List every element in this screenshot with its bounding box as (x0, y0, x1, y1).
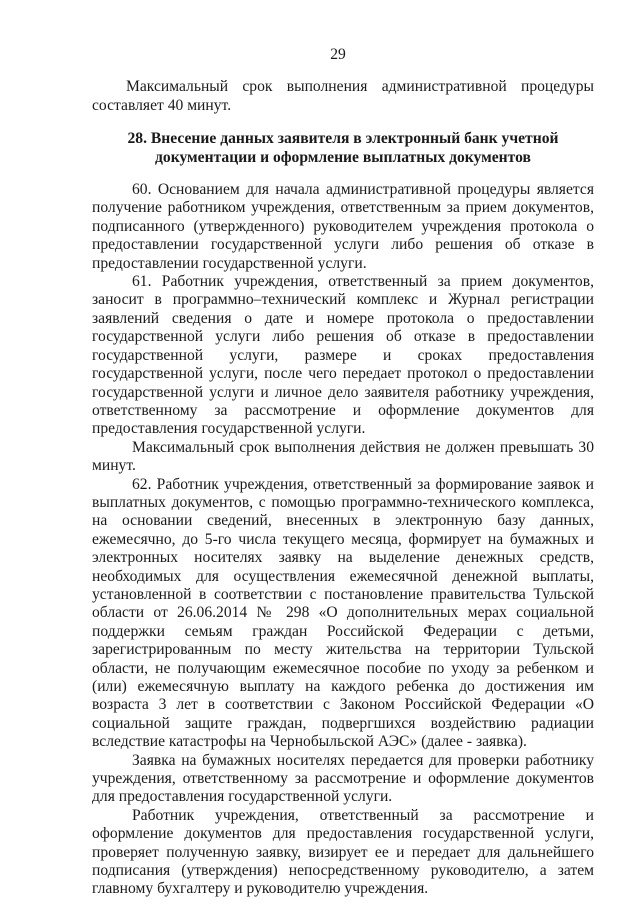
intro-paragraph: Максимальный срок выполнения административной процедуры составляет 40 минут. (92, 78, 594, 114)
page-number: 29 (330, 46, 346, 63)
paragraph-62: 62. Работник учреждения, ответственный за формирование заявок и выплатных документов, с помощью программно-технического комплекса, на основании сведений, внесенных в электронную базу данных, ежемесячно, до 5-го числа текущего месяца, формирует на бумажных и электронных носителях заявку на выделение денежных средств, необходимых для осуществления ежемесячной денежной выплаты, установленной в соответствии с постановление правительства Тульской области от 26.06.2014 № 298 «О дополнительных мерах социальной поддержки семьям граждан Российской Федерации с детьми, зарегистрированным по месту жительства на территории Тульской области, не получающим ежемесячное пособие по уходу за ребенком и (или) ежемесячную выплату на каждого ребенка до достижения им возраста 3 лет в соответствии с Законом Российской Федерации «О социальной защите граждан, подвергшихся воздействию радиации вследствие катастрофы на Чернобыльской АЭС» (далее - заявка). (92, 475, 594, 751)
paragraph-application-transfer: Заявка на бумажных носителях передается для проверки работнику учреждения, ответственному за рассмотрение и оформление документов для предоставления государственной услуги. (92, 751, 594, 806)
paragraph-max-time: Максимальный срок выполнения действия не должен превышать 30 минут. (92, 438, 594, 475)
section-title-line-1: 28. Внесение данных заявителя в электронный банк учетной (127, 130, 559, 148)
section-title-line-2: документации и оформление выплатных документов (155, 148, 531, 166)
section-title (92, 130, 594, 167)
paragraph-61: 61. Работник учреждения, ответственный за прием документов, заносит в программно–технический комплекс и Журнал регистрации заявлений сведения о дате и номере протокола о предоставлении государственной услуги либо решения об отказе в предоставлении государственной услуги, размере и сроках предоставления государственной услуги, после чего передает протокол о предоставлении государственной услуги и личное дело заявителя работнику учреждения, ответственному за рассмотрение и оформление документов для предоставления государственной услуги. (92, 273, 594, 438)
paragraph-application-check: Работник учреждения, ответственный за рассмотрение и оформление документов для предоставления государственной услуги, проверяет полученную заявку, визирует ее и передает для дальнейшего подписания (утверждения) непосредственному руководителю, а затем главному бухгалтеру и руководителю учреждения. (92, 806, 594, 898)
paragraph-60: 60. Основанием для начала административной процедуры является получение работником учреждения, ответственным за прием документов, подписанного (утвержденного) руководителем учреждения протокола о предоставлении государственной услуги либо решения об отказе в предоставлении государственной услуги. (92, 181, 594, 272)
